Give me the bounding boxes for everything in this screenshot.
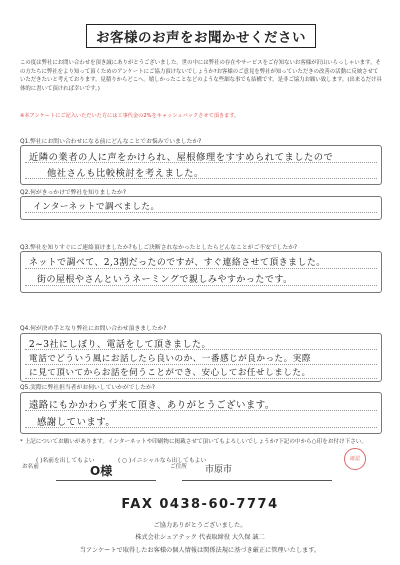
answer-3-line-1: ネットで調べて、2,3割だったのですが、すぐ連絡させて頂きました。 [29,258,326,268]
question-2-label: Q2.何がきっかけで弊社を知りましたか? [20,190,126,196]
confirmation-stamp: 確認 [344,448,366,470]
answer-1-line-2: 他社さんも比較検討を考えました。 [47,168,204,179]
question-1-label: Q1.弊社にお問い合わせになる前にどんなことでお悩みでいましたか? [20,139,202,145]
option-name-ok[interactable]: ( )名前を出してもよい [36,458,95,464]
privacy-note: 当アンケートで取得したお客様の個人情報は関係法規に基づき厳正に管理いたします。 [79,547,321,554]
answer-3-line-2: 街の屋根やさんというネーミングで親しみやすかったです。 [37,275,293,285]
answer-box-3 [20,251,382,293]
fax-number: FAX 0438-60-7774 [121,497,279,512]
address-label: ご住所 [170,464,187,470]
name-value: O様 [90,464,113,478]
answer-5-line-2: 感謝しています。 [37,417,116,428]
answer-4-line-1: 2~3社にしぼり、電話をして頂きました。 [29,340,211,350]
consent-text: * 上記についてお願いがあります。インターネットや印刷物に掲載させて頂いてもよろしいでしょうか?下記の中から○印をお付け下さい。 [20,439,367,445]
option-initial-ok[interactable]: ( ○ )イニシャルなら出してもよい [118,458,207,464]
answer-box-2 [20,196,382,220]
answer-4-line-2: 電話でどういう風にお話したら良いのか、一番感じが良かった。実際 [29,354,311,364]
answer-box-4 [20,333,382,382]
answer-5-line-1: 遠路にもかかわらず来て頂き、ありがとうございます。 [29,400,275,411]
thanks-text: ご協力ありがとうございました。 [153,522,247,529]
answer-box-5 [20,392,382,434]
question-4-label: Q4.何が決め手となり弊社にお問い合わせ頂きましたか? [20,326,167,332]
company-name: 株式会社シェアテック 代表取締役 大久保 誠二 [135,534,265,541]
answer-2-line-1: インターネットで調べました。 [33,202,160,212]
answer-4-line-3: に見て頂いてからお話を伺うことができ、安心してお任せしました。 [29,368,311,378]
intro-text: この度は弊社にお問い合わせを頂き誠にありがとうございました。世の中には弊社の存在やサービスをご存知ないお客様が沢山いらっしゃいます。その方たちに弊社をより知って頂くためのアンケートにご協力頂けないでしょうか?お客様のご意見を弊社が知っていただきの改善の活動に反映させていただきたいと考えております。見積りからどこへ。嬉しかったことなどのような些細な事でも結構です。是非ご協力お願い致します。(出来るだけ具体的に書いて頂ければ幸いです。) [20,60,382,92]
answer-1-line-1: 近隣の業者の人に声をかけられ、屋根修理をすすめられてましたので [29,152,334,163]
name-label: お名前 [22,464,39,470]
page-title: お客様のお声をお聞かせください [86,24,316,48]
question-3-label: Q3.弊社を知りすぐにご連絡頂けましたか?もしご決断されなかったとしたらどんなことがご不安でしたか? [20,245,298,251]
address-value: 市原市 [205,465,233,475]
question-5-label: Q5.実際に弊社担当者がお伺いしていかがでしたか? [20,385,155,391]
cashback-note: ※本アンケートにご記入いただいた方には工事代金の2%をキャッシュバックさせて頂きます。 [20,113,240,119]
answer-box-1 [20,145,382,185]
